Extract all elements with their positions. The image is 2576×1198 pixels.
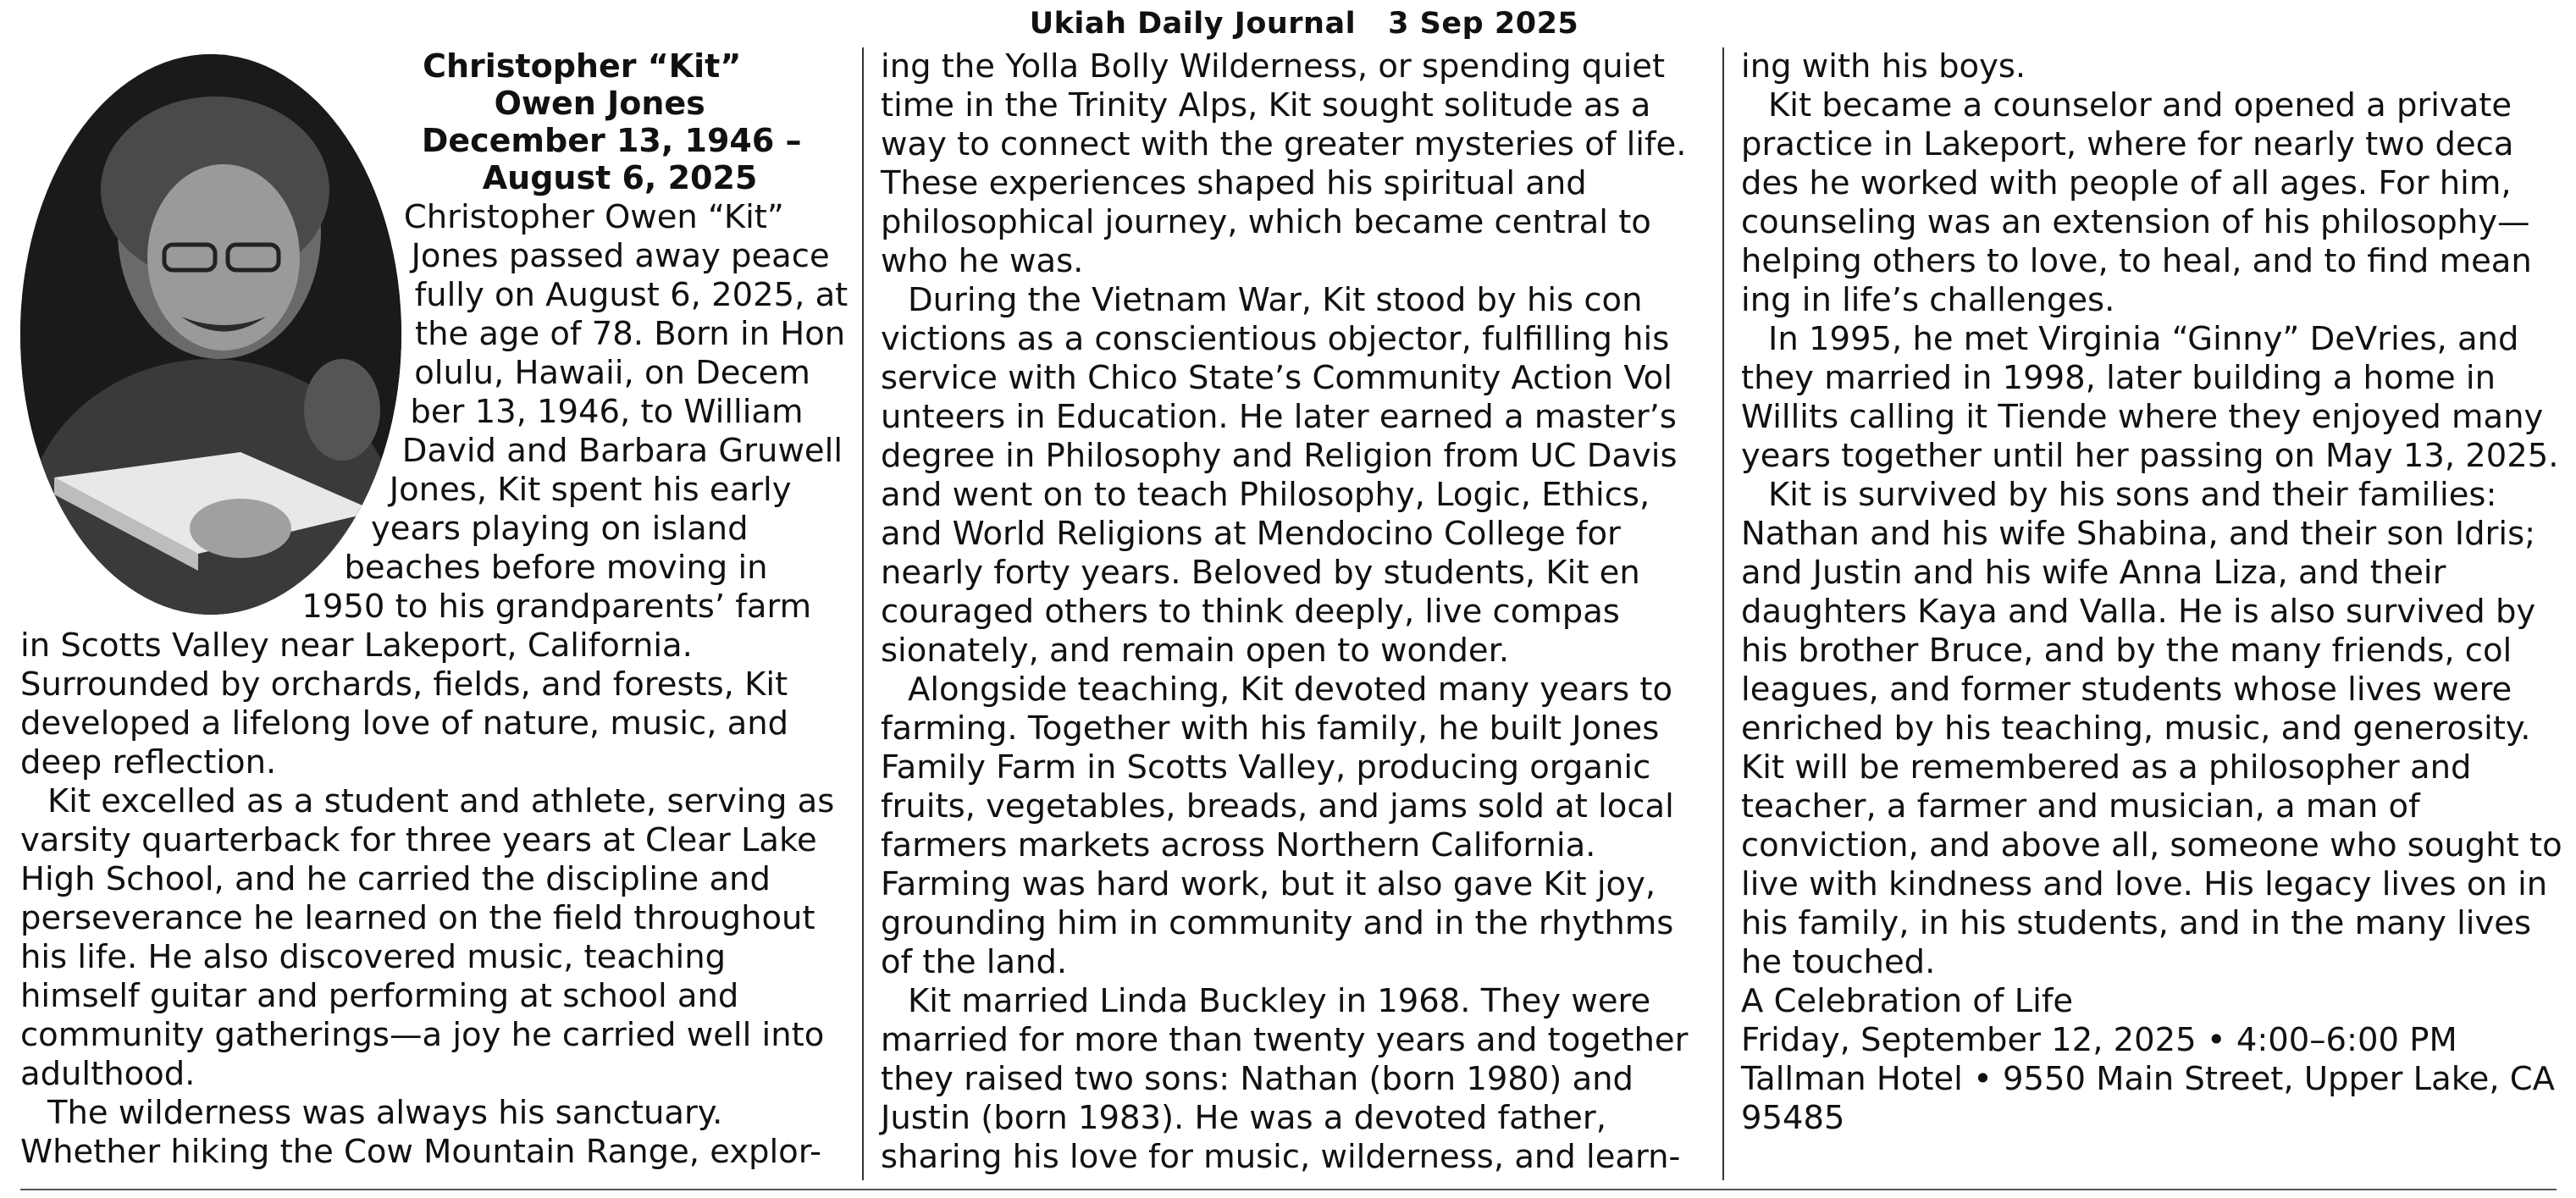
paragraph-3: The wilderness was always his sanctuary. Whether hiking the Cow Mountain Range, explor- <box>20 1094 821 1171</box>
paragraph-4: During the Vietnam War, Kit stood by his con victions as a conscientious objector, fulfilling his service with Chico State’s Community Action Vol unteers in Education. He later earned a master’s degree in Philosophy and Religion from UC Davis and went on to teach Philosophy, Logic, Ethics, and World Religions at Mendocino College for nearly forty years. Beloved by students, Kit en couraged others to think deeply, live compas sionately, and remain open to wonder. <box>881 281 1678 670</box>
celebration-when: Friday, September 12, 2025 • 4:00–6:00 PM <box>1741 1021 2457 1059</box>
publication-date: 3 Sep 2025 <box>1388 7 1579 41</box>
celebration-where: Tallman Hotel • 9550 Main Street, Upper Lake, CA 95485 <box>1741 1060 2556 1137</box>
paragraph-5: Alongside teaching, Kit devoted many years to farming. Together with his family, he built Jones Family Farm in Scotts Valley, producing organic fruits, vegetables, breads, and jams sold at local farmers markets across Northern California. Farming was hard work, but it also gave Kit joy, grounding him in community and in the rhythms of the land. <box>881 671 1674 981</box>
celebration-title: A Celebration of Life <box>1741 982 2074 1020</box>
column-2 <box>881 47 1711 1177</box>
paragraph-1: Christopher Owen “Kit” Jones passed away peace fully on August 6, 2025, at the age of 78. Born in Hon olulu, Hawaii, on Decem ber 13, 1946, to William David and Barbara Gruwell Jones, Kit spent his early years playing on island beaches before moving in 1950 to his grandparents’ farm in Scotts Valley near Lakeport, California. Surrounded by orchards, fields, and forests, Kit developed a lifelong love of nature, music, and deep reflection. <box>20 198 849 781</box>
paragraph-8: In 1995, he met Virginia “Ginny” DeVries, and they married in 1998, later building a home in Willits calling it Tiende where they enjoyed many years together until her passing on May 13, 2025. <box>1741 320 2559 475</box>
paragraph-9: Kit is survived by his sons and their families: Nathan and his wife Shabina, and their son Idris; and Justin and his wife Anna Liza, and their daughters Kaya and Valla. He is also survived by his brother Bruce, and by the many friends, col leagues, and former students whose lives were enriched by his teaching, music, and generosity. Kit will be remembered as a philosopher and teacher, a farmer and musician, a man of conviction, and above all, someone who sought to live with kindness and love. His legacy lives on in his family, in his students, and in the many lives he touched. <box>1741 476 2562 981</box>
portrait-photo <box>20 54 401 615</box>
paragraph-7: Kit became a counselor and opened a private practice in Lakeport, where for nearly two deca des he worked with people of all ages. For him, counseling was an extension of his philosophy— helping others to love, to heal, and to find mean ing in life’s challenges. <box>1741 86 2532 319</box>
column-divider-1 <box>862 47 864 1180</box>
celebration-notice <box>1741 982 2567 1138</box>
dates-line-1: December 13, 1946 – <box>421 122 802 159</box>
paragraph-6: Kit married Linda Buckley in 1968. They were married for more than twenty years and together they raised two sons: Nathan (born 1980) and Justin (born 1983). He was a devoted father, sharing his love for music, wilderness, and learn- <box>881 982 1689 1176</box>
column-divider-2 <box>1722 47 1724 1180</box>
column-1 <box>20 47 849 1172</box>
paragraph-2: Kit excelled as a student and athlete, serving as varsity quarterback for three years at Clear Lake High School, and he carried the discipline and perseverance he learned on the field throughout his life. He also discovered music, teaching himself guitar and performing at school and community gatherings—a joy he carried well into adulthood. <box>20 782 835 1093</box>
paragraph-6-continued: ing with his boys. <box>1741 47 2026 86</box>
paragraph-3-continued: ing the Yolla Bolly Wilderness, or spending quiet time in the Trinity Alps, Kit sought solitude as a way to connect with the greater mysteries of life. These experiences shaped his spiritual and philosophical journey, which became central to who he was. <box>881 47 1687 280</box>
name-line-2: Owen Jones <box>494 85 705 122</box>
column-3 <box>1741 47 2567 1138</box>
bottom-rule <box>20 1189 2557 1190</box>
name-line-1: Christopher “Kit” <box>423 47 742 85</box>
dates-line-2: August 6, 2025 <box>482 159 758 196</box>
publication-name: Ukiah Daily Journal <box>1029 7 1357 41</box>
masthead <box>974 7 1634 41</box>
